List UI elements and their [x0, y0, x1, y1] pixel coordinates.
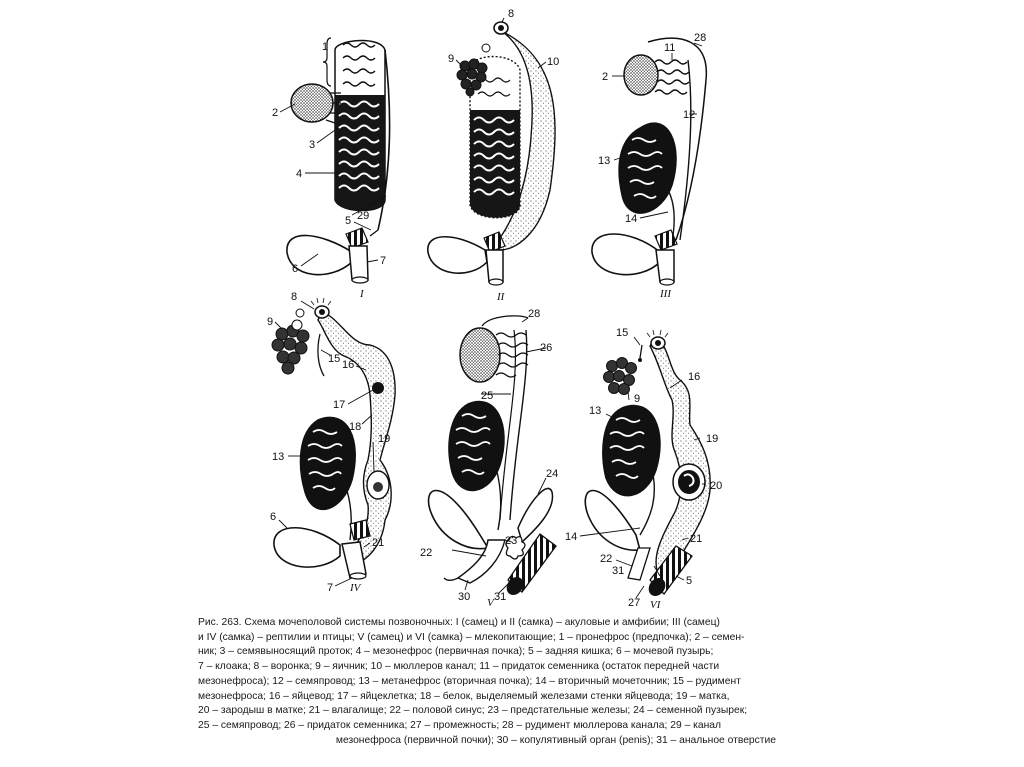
caption-line: Рис. 263. Схема мочеполовой системы позвоночных: I (самец) и II (самка) – акуловые и амфибии; III (самец): [198, 617, 720, 628]
label-VI-20: 20: [710, 480, 723, 492]
label-III-2: 2: [602, 71, 609, 83]
label-III-13: 13: [598, 155, 611, 167]
label-VI-5: 5: [686, 575, 693, 587]
label-II-10: 10: [547, 56, 560, 68]
label-VI-19: 19: [706, 433, 719, 445]
label-VI-14: 14: [565, 531, 578, 543]
label-VI-31: 31: [612, 565, 625, 577]
label-V-22: 22: [420, 547, 433, 559]
label-III-12: 12: [683, 109, 696, 121]
panel-V: [420, 308, 558, 609]
label-IV-15: 15: [328, 353, 341, 365]
label-IV-19: 19: [378, 433, 391, 445]
label-II-8: 8: [508, 8, 515, 20]
figure-caption: [198, 616, 776, 748]
caption-line: мезонефроса; 16 – яйцевод; 17 – яйцеклетка; 18 – белок, выделяемый железами стенки яйцевода; 19 – матка,: [198, 690, 730, 702]
caption-line: 25 – семяпровод; 26 – придаток семенника; 27 – промежность; 28 – рудимент мюллерова канала; 29 – канал: [198, 719, 722, 731]
label-IV-9: 9: [267, 316, 274, 328]
caption-line: 20 – зародыш в матке; 21 – влагалище; 22 – половой синус; 23 – предстательные железы; 24 – семенной пузырек;: [198, 705, 748, 717]
label-V-26: 26: [540, 342, 553, 354]
label-I-3: 3: [309, 139, 316, 151]
label-I-4: 4: [296, 168, 303, 180]
label-IV-13: 13: [272, 451, 285, 463]
numeral-II: II: [497, 291, 505, 303]
label-II-9: 9: [448, 53, 455, 65]
numeral-III: III: [660, 288, 671, 300]
label-I-1: 1: [322, 41, 329, 53]
label-VI-13: 13: [589, 405, 602, 417]
label-IV-17: 17: [333, 399, 346, 411]
label-I-7: 7: [380, 255, 387, 267]
caption-line: 7 – клоака; 8 – воронка; 9 – яичник; 10 – мюллеров канал; 11 – придаток семенника (остаток передней части: [198, 661, 720, 673]
label-VI-9: 9: [634, 393, 641, 405]
numeral-VI: VI: [650, 599, 661, 611]
label-IV-6: 6: [270, 511, 277, 523]
panel-I: [272, 38, 390, 300]
caption-line: мезонефроса); 12 – семяпровод; 13 – метанефрос (вторичная почка); 14 – вторичный мочеточник; 15 – рудимент: [198, 675, 741, 687]
label-V-30: 30: [458, 591, 471, 603]
label-I-2: 2: [272, 107, 279, 119]
label-I-6: 6: [292, 263, 299, 275]
label-III-28: 28: [694, 32, 707, 44]
label-V-25: 25: [481, 390, 494, 402]
panel-VI: [565, 327, 722, 611]
label-I-5: 5: [345, 215, 352, 227]
numeral-I: I: [360, 288, 364, 300]
label-VI-15: 15: [616, 327, 629, 339]
numeral-V: V: [487, 597, 494, 609]
label-VI-22: 22: [600, 553, 613, 565]
numeral-IV: IV: [350, 582, 361, 594]
caption-line: мезонефроса (первичной почки); 30 – копулятивный орган (penis); 31 – анальное отверстие: [335, 734, 776, 746]
panel-II: [428, 8, 559, 303]
label-IV-7: 7: [327, 582, 334, 594]
label-III-14: 14: [625, 213, 638, 225]
label-IV-16: 16: [342, 359, 355, 371]
label-I-29: 29: [357, 210, 370, 222]
panel-IV: [267, 291, 395, 594]
label-V-31: 31: [494, 591, 507, 603]
caption-line: и IV (самка) – рептилии и птицы; V (самец) и VI (самка) – млекопитающие; 1 – пронефрос (предпочка); 2 – семен-: [198, 631, 745, 643]
label-VI-21: 21: [690, 533, 703, 545]
label-VI-27: 27: [628, 597, 641, 609]
label-IV-8: 8: [291, 291, 298, 303]
label-VI-16: 16: [688, 371, 701, 383]
label-III-11: 11: [664, 42, 676, 54]
label-IV-18: 18: [349, 421, 362, 433]
label-V-24: 24: [546, 468, 559, 480]
label-V-28: 28: [528, 308, 541, 320]
panel-III: [592, 32, 706, 300]
label-IV-21: 21: [372, 537, 385, 549]
label-V-23: 23: [505, 535, 518, 547]
caption-line: ник; 3 – семявыносящий проток; 4 – мезонефрос (первичная почка); 5 – задняя кишка; 6 – мочевой пузырь;: [198, 646, 714, 658]
